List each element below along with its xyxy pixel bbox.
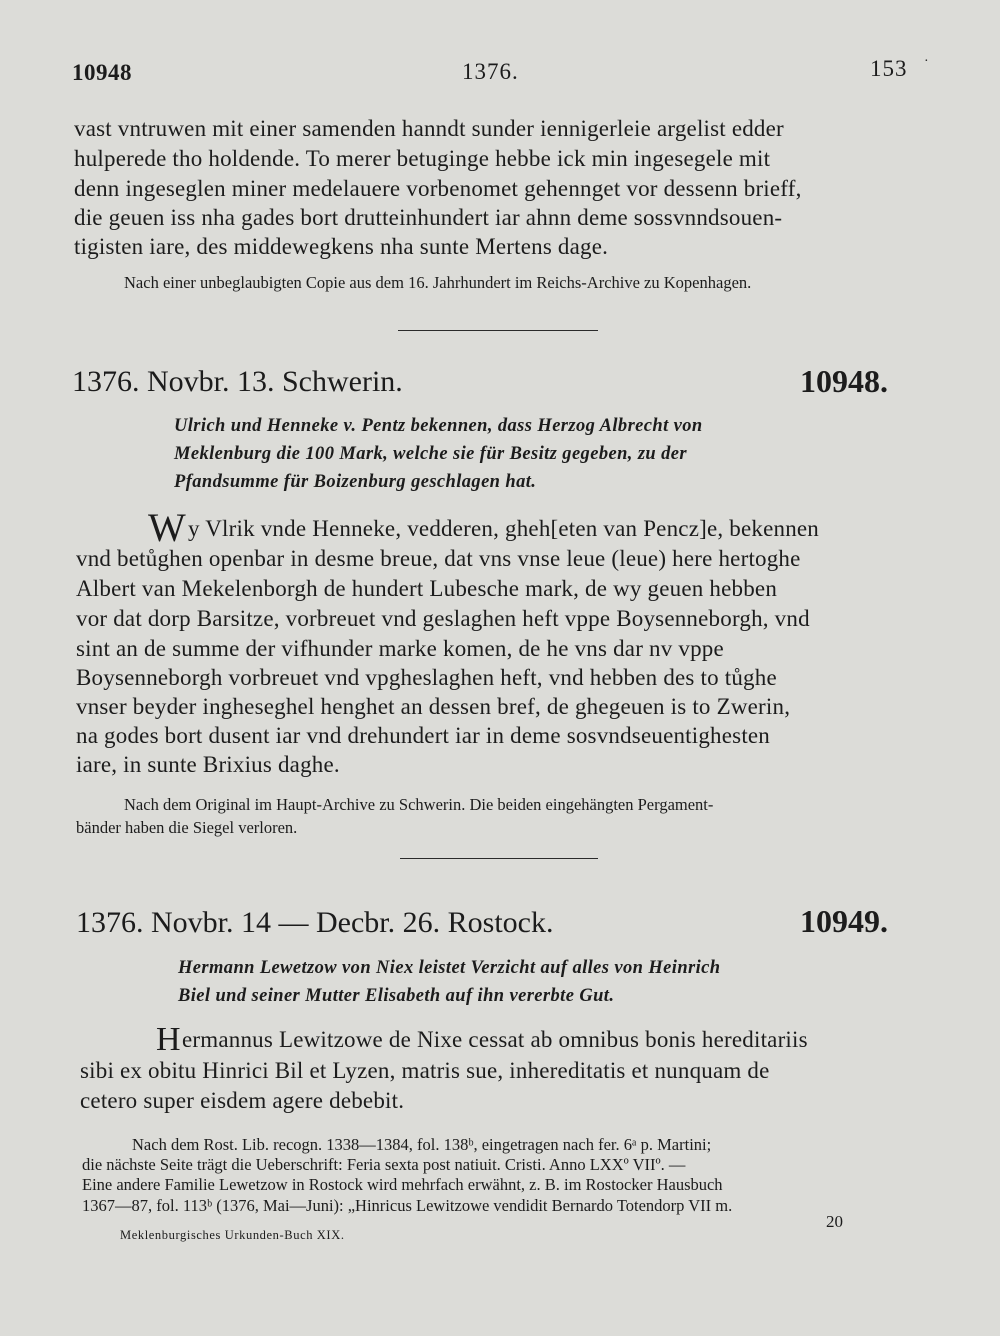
doc-10949-text-line: cetero super eisdem agere debebit. — [80, 1088, 405, 1113]
doc-10949-date-place: 1376. Novbr. 14 — Decbr. 26. Rostock. — [76, 906, 554, 939]
doc-10948-summary-line: Meklenburg die 100 Mark, welche sie für Besitz gegeben, zu der — [174, 444, 687, 464]
doc-10948-text-line: iare, in sunte Brixius daghe. — [76, 752, 340, 777]
continuation-line: vast vntruwen mit einer samenden hanndt sunder iennigerleie argelist edder — [74, 116, 784, 141]
header-year: 1376. — [462, 59, 519, 84]
doc-10948-text-line: na godes bort dusent iar vnd drehundert iar in deme sosvndseuentighesten — [76, 723, 771, 748]
doc-10948-text-line: Albert van Mekelenborgh de hundert Lubesche mark, de wy geuen hebben — [76, 576, 778, 601]
doc-10949-source-note: die nächste Seite trägt die Ueberschrift: Feria sexta post natiuit. Cristi. Anno LXXº VIIº. — — [82, 1155, 686, 1174]
continuation-source-note: Nach einer unbeglaubigten Copie aus dem 16. Jahrhundert im Reichs-Archive zu Kopenhagen. — [124, 273, 752, 292]
doc-10948-summary-line: Pfandsumme für Boizenburg geschlagen hat. — [174, 472, 537, 492]
doc-10949-text-line: sibi ex obitu Hinrici Bil et Lyzen, matris sue, inhereditatis et nunquam de — [80, 1058, 770, 1083]
doc-10949-first-line: ermannus Lewitzowe de Nixe cessat ab omnibus bonis hereditariis — [182, 1027, 808, 1052]
footer-signature: 20 — [826, 1212, 843, 1231]
doc-10948-text-line: vnd betůghen openbar in desme breue, dat vns vnse leue (leue) here hertoghe — [76, 546, 801, 571]
doc-10949-summary-line: Biel und seiner Mutter Elisabeth auf ihn vererbte Gut. — [178, 986, 615, 1006]
doc-10948-date-place: 1376. Novbr. 13. Schwerin. — [72, 365, 403, 398]
doc-10949-source-note: Nach dem Rost. Lib. recogn. 1338—1384, fol. 138ᵇ, eingetragen nach fer. 6ᵃ p. Martini; — [132, 1135, 712, 1154]
section-divider — [400, 858, 598, 859]
section-divider — [398, 330, 598, 331]
doc-10948-initial: W — [148, 505, 186, 550]
continuation-line: die geuen iss nha gades bort drutteinhundert iar ahnn deme sossvnndsouen- — [74, 205, 783, 230]
doc-10948-first-line: y Vlrik vnde Henneke, vedderen, gheh[eten van Pencz]e, bekennen — [188, 516, 820, 541]
doc-10948-source-note: bänder haben die Siegel verloren. — [76, 818, 298, 837]
footer-book-title: Meklenburgisches Urkunden-Buch XIX. — [120, 1228, 345, 1242]
doc-10948-text-line: vor dat dorp Barsitze, vorbreuet vnd geslaghen heft vppe Boysenneborgh, vnd — [76, 606, 810, 631]
continuation-line: denn ingeseglen miner medelauere vorbenomet gehennget vor dessenn brieff, — [74, 176, 802, 201]
doc-10948-summary-line: Ulrich und Henneke v. Pentz bekennen, dass Herzog Albrecht von — [174, 416, 703, 436]
doc-10949-summary-line: Hermann Lewetzow von Niex leistet Verzicht auf alles von Heinrich — [178, 958, 721, 978]
header-doc-number: 10948 — [72, 60, 132, 85]
doc-10948-text-line: sint an de summe der vifhunder marke komen, de he vns dar nv vppe — [76, 636, 724, 661]
header-page-number: 153 — [870, 56, 908, 81]
doc-10949-initial: H — [156, 1021, 181, 1058]
doc-10949-number: 10949. — [800, 903, 888, 939]
doc-10949-source-note: Eine andere Familie Lewetzow in Rostock wird mehrfach erwähnt, z. B. im Rostocker Hausbuch — [82, 1175, 723, 1194]
doc-10948-number: 10948. — [800, 363, 888, 399]
continuation-line: hulperede tho holdende. To merer betuginge hebbe ick min ingesegele mit — [74, 146, 771, 171]
doc-10949-source-note: 1367—87, fol. 113ᵇ (1376, Mai—Juni): „Hinricus Lewitzowe vendidit Bernardo Totendorp VII m. — [82, 1196, 733, 1215]
doc-10948-text-line: Boysenneborgh vorbreuet vnd vpgheslaghen heft, vnd hebben des to tůghe — [76, 665, 777, 690]
header-page-mark: · — [924, 54, 930, 69]
continuation-line: tigisten iare, des middewegkens nha sunte Mertens dage. — [74, 234, 609, 259]
doc-10948-text-line: vnser beyder ingheseghel henghet an dessen bref, de ghegeuen is to Zwerin, — [76, 694, 791, 719]
doc-10948-source-note: Nach dem Original im Haupt-Archive zu Schwerin. Die beiden eingehängten Pergament- — [124, 795, 714, 814]
